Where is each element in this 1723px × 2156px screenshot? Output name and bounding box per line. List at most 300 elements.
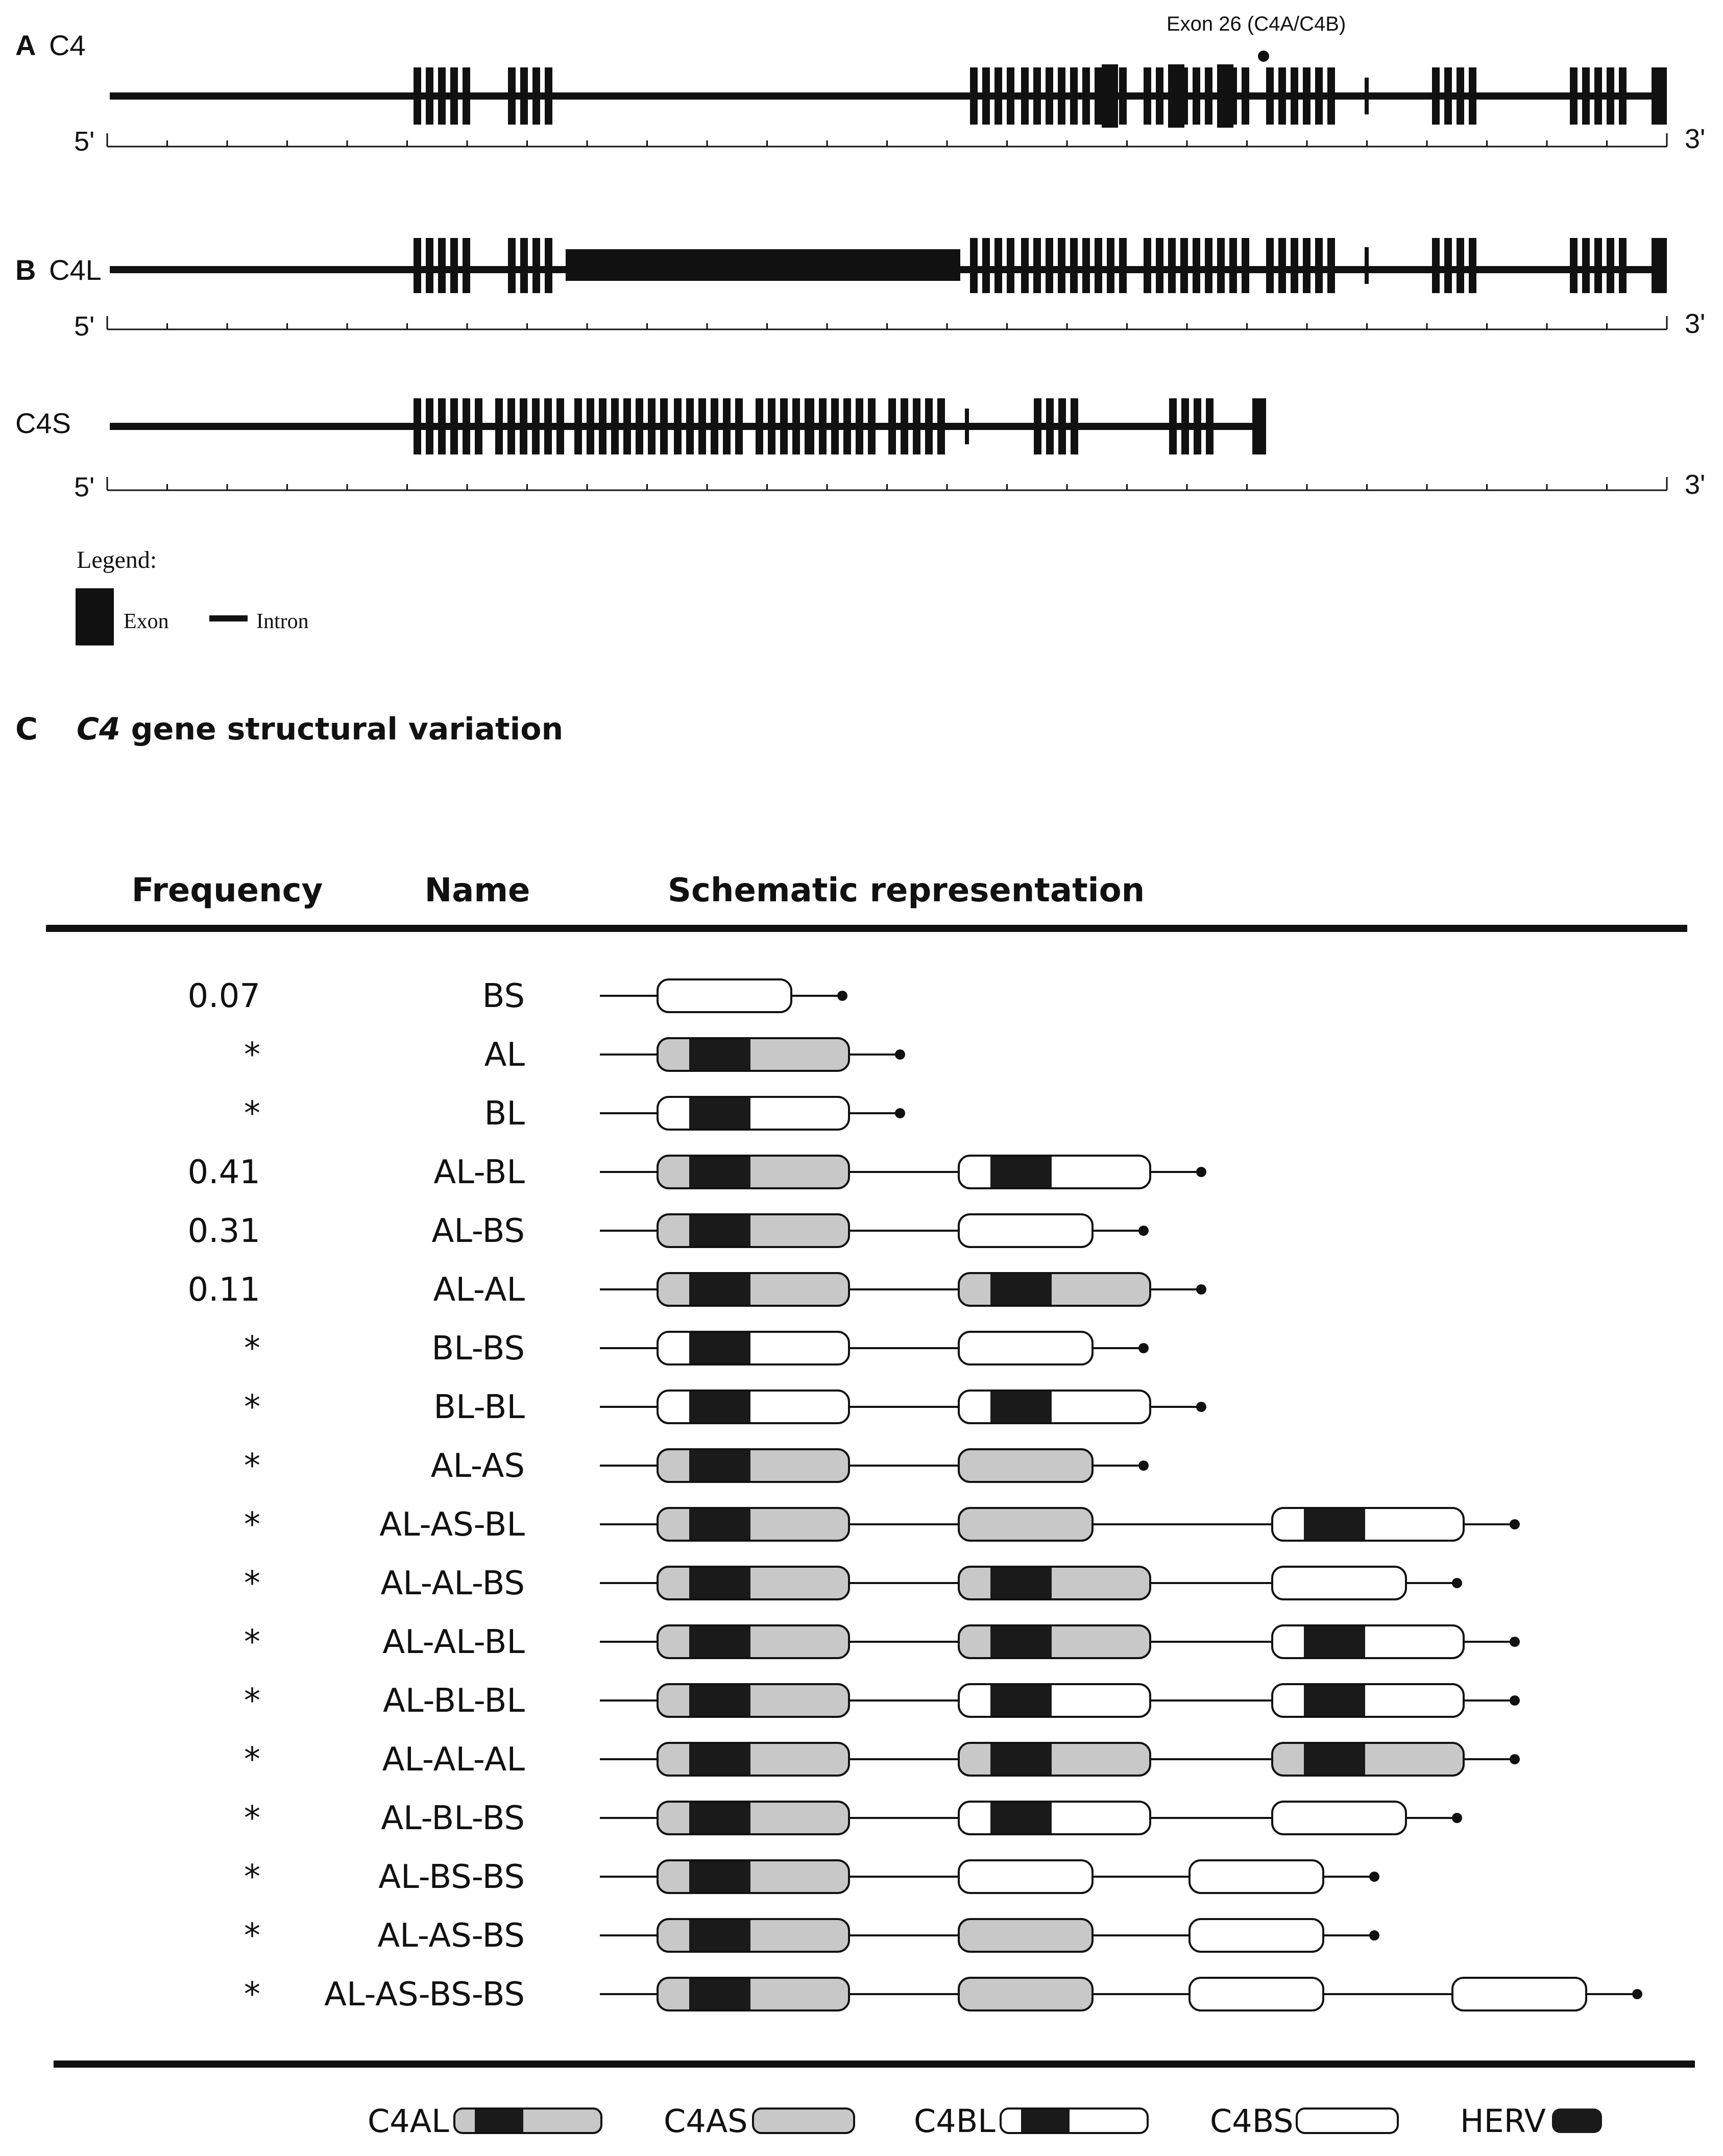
exon-block: [994, 238, 1002, 293]
exon-block: [1242, 67, 1249, 125]
exon-block: [1102, 64, 1118, 128]
exon-block: [723, 398, 731, 454]
gene-body: [959, 1802, 1150, 1834]
c4-gene-track: [110, 64, 1667, 128]
haplotype-row: [244, 1858, 1379, 1896]
gene-body: [658, 1273, 849, 1306]
herv-segment: [1304, 1744, 1365, 1775]
gene-body: [658, 1097, 849, 1130]
exon-block: [426, 238, 433, 293]
exon-block: [1206, 398, 1214, 454]
gene-body: [959, 1156, 1150, 1188]
exon-block: [450, 238, 458, 293]
exon-block: [544, 398, 552, 454]
exon-block: [507, 398, 515, 454]
exon-block: [1046, 238, 1053, 293]
haplotype-name-cell: AL-BS: [431, 1212, 525, 1250]
c4bs-gene: [959, 1860, 1093, 1893]
c4bs-gene: [1452, 1978, 1586, 2010]
haplotype-name-cell: AL-AL-BS: [380, 1565, 525, 1602]
frequency-cell: *: [244, 1036, 260, 1074]
frequency-cell: *: [244, 1741, 260, 1779]
exon-block: [1266, 238, 1274, 293]
panel-b-letter: B: [15, 254, 36, 286]
exon-block: [888, 398, 896, 454]
c4al-gene: [658, 1978, 849, 2010]
exon-block: [868, 398, 876, 454]
gene-body: [959, 1860, 1093, 1893]
exon-block: [843, 398, 851, 454]
frequency-cell: *: [244, 1976, 260, 2014]
exon-block: [623, 398, 631, 454]
scale-ruler-c4l: [107, 316, 1667, 329]
exon-block: [520, 398, 527, 454]
gene-body: [658, 1802, 849, 1834]
exon-block: [1193, 238, 1200, 293]
exon-block: [1327, 67, 1335, 125]
exon-block: [1070, 238, 1078, 293]
haplotype-row: [244, 1917, 1379, 1955]
exon-block: [807, 398, 814, 454]
haplotype-end-dot: [1369, 1872, 1379, 1882]
gene-body: [1272, 1567, 1406, 1599]
c4as-gene: [959, 1449, 1093, 1482]
haplotype-name-cell: AL-AS-BS-BS: [324, 1976, 525, 2014]
gene-body: [658, 1156, 849, 1188]
scale-ruler-c4s: [107, 477, 1667, 490]
c4bl-gene: [658, 1097, 849, 1130]
gene-body: [959, 1567, 1150, 1599]
schematic-header: Schematic representation: [667, 872, 1145, 909]
exon-block: [1021, 238, 1029, 293]
haplotype-name-cell: AL-BL: [433, 1154, 525, 1191]
haplotype-name-cell: AL-AL-BL: [382, 1623, 525, 1661]
haplotype-end-dot: [1369, 1930, 1379, 1941]
gene-type-legend: [368, 2102, 1602, 2140]
c4l-label: C4L: [49, 254, 102, 286]
exon-block: [1594, 67, 1602, 125]
exon-block: [545, 67, 552, 125]
exon-block: [556, 398, 564, 454]
exon-block: [901, 398, 908, 454]
legend-label: C4BS: [1210, 2102, 1294, 2140]
exon-block: [1095, 67, 1102, 125]
haplotype-row: [244, 1565, 1462, 1602]
herv-segment: [689, 1744, 750, 1775]
footer-rule: [54, 2061, 1695, 2068]
exon-block: [913, 398, 920, 454]
haplotype-row: [188, 1212, 1149, 1250]
exon-block: [1180, 238, 1188, 293]
exon-block: [1327, 238, 1335, 293]
herv-segment: [689, 1215, 750, 1246]
exon-block: [414, 238, 421, 293]
exon-block: [1007, 67, 1014, 125]
exon-block: [520, 238, 528, 293]
frequency-cell: *: [244, 1800, 260, 1837]
exon-block: [495, 398, 503, 454]
frequency-cell: 0.07: [187, 977, 260, 1015]
gene-swatch: [1297, 2109, 1398, 2133]
herv-segment: [1304, 1509, 1365, 1540]
exon-block: [698, 398, 706, 454]
frequency-cell: *: [244, 1388, 260, 1426]
exon-block: [1107, 238, 1114, 293]
haplotype-name-cell: BS: [482, 977, 525, 1015]
c4al-gene: [658, 1860, 849, 1893]
exon-block: [1291, 238, 1298, 293]
c4bl-gene: [959, 1156, 1150, 1188]
haplotype-name-cell: AL-BS-BS: [378, 1858, 525, 1896]
gene-body: [658, 1860, 849, 1893]
haplotype-name-cell: AL-AL: [433, 1271, 525, 1309]
haplotype-end-dot: [1196, 1402, 1206, 1412]
haplotype-end-dot: [1632, 1989, 1642, 1999]
exon-block: [1058, 238, 1065, 293]
panel-a-gene-label: C4: [49, 29, 86, 61]
c4al-gene: [658, 1038, 849, 1071]
exon-block: [587, 398, 594, 454]
exon-block: [1365, 78, 1369, 114]
haplotype-name-cell: AL-AS: [430, 1447, 525, 1485]
exon-block: [1168, 238, 1176, 293]
exon-block: [1303, 67, 1311, 125]
herv-segment: [689, 1098, 750, 1129]
haplotype-end-dot: [1452, 1813, 1462, 1823]
exon-block: [532, 238, 540, 293]
three-prime-label-c4s: 3': [1685, 469, 1706, 500]
c4l-gene-track: [110, 238, 1667, 293]
herv-segment: [689, 1157, 750, 1187]
frequency-cell: *: [244, 1858, 260, 1896]
haplotype-table: [188, 977, 1643, 2014]
five-prime-label-a: 5': [74, 126, 95, 157]
haplotype-row: [188, 977, 848, 1015]
exon-block: [1457, 67, 1464, 125]
frequency-cell: *: [244, 1095, 260, 1133]
c4bs-gene: [1190, 1978, 1323, 2010]
haplotype-row: [188, 1271, 1207, 1309]
gene-swatch: [753, 2109, 854, 2133]
haplotype-end-dot: [1452, 1578, 1462, 1588]
haplotype-row: [244, 1976, 1642, 2014]
gene-body: [959, 1508, 1093, 1541]
haplotype-row: [244, 1330, 1149, 1368]
exon-block: [1193, 67, 1200, 125]
exon-block: [768, 398, 775, 454]
exon-block: [1570, 67, 1578, 125]
gene-body: [1272, 1625, 1464, 1658]
exon-block: [1205, 67, 1212, 125]
exon-block: [1619, 238, 1627, 293]
exon-block: [674, 398, 682, 454]
three-prime-label-a: 3': [1685, 124, 1706, 154]
exon-block: [660, 398, 668, 454]
exon-block: [994, 67, 1002, 125]
exon-block: [780, 398, 788, 454]
haplotype-end-dot: [1196, 1284, 1206, 1295]
gene-body: [658, 1567, 849, 1599]
c4al-gene: [959, 1273, 1150, 1306]
haplotype-end-dot: [1196, 1167, 1206, 1177]
exon-block: [574, 398, 582, 454]
exon-block: [711, 398, 718, 454]
haplotype-end-dot: [895, 1049, 905, 1060]
gene-body: [959, 1391, 1150, 1423]
gene-body: [658, 1038, 849, 1071]
c4s-label: C4S: [15, 407, 71, 439]
structure-legend: [76, 546, 309, 645]
c4al-gene: [658, 1684, 849, 1717]
frequency-cell: 0.31: [187, 1212, 260, 1250]
exon-block: [532, 398, 540, 454]
exon-block: [856, 398, 863, 454]
gene-body: [1272, 1684, 1464, 1717]
gene-body: [959, 1684, 1150, 1717]
gene-body: [1272, 1802, 1406, 1834]
exon-block: [1021, 67, 1029, 125]
exon-block: [1144, 67, 1151, 125]
exon-block: [532, 67, 540, 125]
exon-block: [463, 67, 470, 125]
exon-block: [1291, 67, 1298, 125]
gene-body: [959, 1978, 1093, 2010]
exon-block: [1607, 238, 1614, 293]
c4bs-gene: [1190, 1860, 1323, 1893]
exon-block: [1252, 398, 1266, 454]
herv-segment: [689, 1803, 750, 1833]
panel-a-letter: A: [15, 29, 36, 61]
exon-block: [438, 67, 446, 125]
exon-block: [414, 398, 421, 454]
herv-segment: [990, 1157, 1052, 1187]
herv-segment: [689, 1333, 750, 1363]
exon-block: [545, 238, 552, 293]
exon-block: [1266, 67, 1274, 125]
scale-ruler-a: [107, 133, 1667, 147]
exon-block: [463, 238, 470, 293]
exon-block: [925, 398, 933, 454]
haplotype-end-dot: [895, 1108, 905, 1118]
legend-item-herv: [1460, 2102, 1602, 2140]
gene-body: [658, 1332, 849, 1364]
exon-block: [1046, 67, 1053, 125]
c4bl-gene: [1272, 1684, 1464, 1717]
gene-body: [959, 1332, 1093, 1364]
exon-block: [1315, 238, 1323, 293]
exon-block: [1303, 238, 1311, 293]
haplotype-row: [244, 1682, 1520, 1720]
c4bs-gene: [1190, 1919, 1323, 1952]
haplotype-row: [244, 1095, 905, 1133]
frequency-cell: *: [244, 1330, 260, 1368]
exon-block: [636, 398, 643, 454]
gene-body: [658, 1919, 849, 1952]
exon-block: [648, 398, 656, 454]
exon-block: [1229, 238, 1237, 293]
haplotype-row: [244, 1447, 1149, 1485]
exon-block: [1652, 67, 1667, 125]
exon-block: [1469, 238, 1476, 293]
haplotype-name-cell: BL: [484, 1095, 525, 1133]
exon-block: [1194, 398, 1201, 454]
panel-c: [15, 711, 1695, 2140]
herv-segment: [1021, 2110, 1070, 2132]
header-rule: [46, 925, 1687, 932]
exon-block: [1046, 398, 1054, 454]
exon-block: [1278, 238, 1286, 293]
gene-body: [1452, 1978, 1586, 2010]
gene-body: [959, 1214, 1093, 1247]
frequency-cell: *: [244, 1506, 260, 1544]
frequency-cell: *: [244, 1447, 260, 1485]
c4al-gene: [658, 1567, 849, 1599]
exon-block: [1607, 67, 1614, 125]
exon-block: [1181, 398, 1189, 454]
c4as-gene: [959, 1508, 1093, 1541]
haplotype-end-dot: [837, 991, 847, 1001]
exon-block: [475, 398, 482, 454]
legend-item-c4as: [664, 2102, 854, 2140]
herv-segment: [990, 1568, 1052, 1598]
exon-block: [611, 398, 619, 454]
herv-segment: [990, 1626, 1052, 1657]
c4bl-gene: [959, 1802, 1150, 1834]
c4bl-gene: [1272, 1508, 1464, 1541]
exon-block: [756, 398, 763, 454]
five-prime-label-c4l: 5': [74, 311, 95, 342]
exon-block: [450, 67, 458, 125]
gene-body: [1272, 1508, 1464, 1541]
exon-block: [1444, 67, 1452, 125]
exon-block: [1007, 238, 1014, 293]
exon-block: [1156, 238, 1163, 293]
exon-block: [426, 67, 433, 125]
exon-block: [1457, 238, 1464, 293]
exon-26-marker: [1258, 51, 1269, 62]
exon-block: [1144, 238, 1151, 293]
gene-body: [959, 1273, 1150, 1306]
herv-segment: [689, 1274, 750, 1305]
herv-segment: [689, 1920, 750, 1951]
exon-block: [1033, 238, 1041, 293]
c4bl-gene: [959, 1684, 1150, 1717]
exon-block: [1365, 247, 1369, 284]
herv-segment: [689, 1979, 750, 2009]
exon-block: [1082, 67, 1090, 125]
herv-segment: [689, 1450, 750, 1481]
exon-block: [1033, 67, 1041, 125]
c4as-gene: [959, 1978, 1093, 2010]
haplotype-row: [244, 1036, 905, 1074]
herv-segment: [1304, 1626, 1365, 1657]
frequency-cell: *: [244, 1623, 260, 1661]
panel-c-title-gene: C4: [77, 711, 120, 747]
c4al-gene: [658, 1449, 849, 1482]
herv-segment: [990, 1744, 1052, 1775]
five-prime-label-c4s: 5': [74, 472, 95, 502]
haplotype-name-cell: AL-BL-BS: [381, 1800, 525, 1837]
exon-block: [1444, 238, 1452, 293]
legend-label: HERV: [1460, 2102, 1546, 2140]
haplotype-row: [244, 1623, 1520, 1661]
exon-block: [1594, 238, 1602, 293]
gene-body: [959, 1919, 1093, 1952]
haplotype-end-dot: [1138, 1343, 1149, 1353]
c4al-gene: [959, 1625, 1150, 1658]
panel-c-letter: C: [15, 711, 38, 747]
exon-block: [1119, 67, 1127, 125]
exon-block: [599, 398, 606, 454]
c4bs-gene: [1272, 1567, 1406, 1599]
exon-26-annotation: Exon 26 (C4A/C4B): [1167, 13, 1346, 35]
exon-block: [1582, 238, 1590, 293]
exon-block: [1205, 238, 1212, 293]
gene-body: [658, 1978, 849, 2010]
exon-block: [1168, 64, 1184, 128]
legend-label: C4BL: [914, 2102, 996, 2140]
exon-block: [1058, 398, 1066, 454]
panel-c-title: [77, 711, 563, 747]
c4bs-gene: [959, 1332, 1093, 1364]
haplotype-name-cell: BL-BS: [431, 1330, 525, 1368]
herv-segment: [689, 1039, 750, 1070]
haplotype-row: [244, 1800, 1462, 1837]
herv-segment: [689, 1626, 750, 1657]
c4bs-gene: [658, 979, 791, 1012]
exon-block: [1652, 238, 1667, 293]
haplotype-end-dot: [1510, 1637, 1520, 1647]
legend-item-c4al: [368, 2102, 601, 2140]
frequency-cell: *: [244, 1917, 260, 1955]
exon-block: [970, 238, 978, 293]
gene-body: [959, 1625, 1150, 1658]
gene-body: [1190, 1978, 1323, 2010]
c4al-gene: [658, 1919, 849, 1952]
exon-block: [1315, 67, 1323, 125]
exon-block: [686, 398, 694, 454]
frequency-cell: *: [244, 1565, 260, 1602]
haplotype-name-cell: AL: [484, 1036, 525, 1074]
herv-insertion: [566, 249, 960, 281]
c4al-gene: [959, 1567, 1150, 1599]
c4bs-gene: [1272, 1802, 1406, 1834]
haplotype-end-dot: [1138, 1460, 1149, 1471]
haplotype-name-cell: AL-BL-BL: [383, 1682, 525, 1720]
c4s-gene-track: [110, 398, 1266, 454]
exon-block: [463, 398, 470, 454]
exon-block: [970, 67, 978, 125]
exon-block: [1034, 398, 1041, 454]
gene-body: [959, 1743, 1150, 1776]
herv-segment: [689, 1392, 750, 1422]
haplotype-row: [244, 1388, 1206, 1426]
panel-c-title-text: gene structural variation: [120, 711, 564, 747]
exon-block: [1217, 238, 1225, 293]
exon-block: [1570, 238, 1578, 293]
exon-legend-label: Exon: [124, 610, 169, 633]
haplotype-end-dot: [1510, 1695, 1520, 1706]
c4al-gene: [658, 1508, 849, 1541]
c4bs-gene: [959, 1214, 1093, 1247]
c4al-gene: [658, 1214, 849, 1247]
exon-block: [1217, 64, 1233, 128]
haplotype-end-dot: [1138, 1226, 1149, 1236]
legend-label: C4AL: [368, 2102, 449, 2140]
legend-title: Legend:: [77, 546, 157, 573]
c4bl-gene: [959, 1391, 1150, 1423]
frequency-cell: 0.41: [187, 1154, 260, 1191]
